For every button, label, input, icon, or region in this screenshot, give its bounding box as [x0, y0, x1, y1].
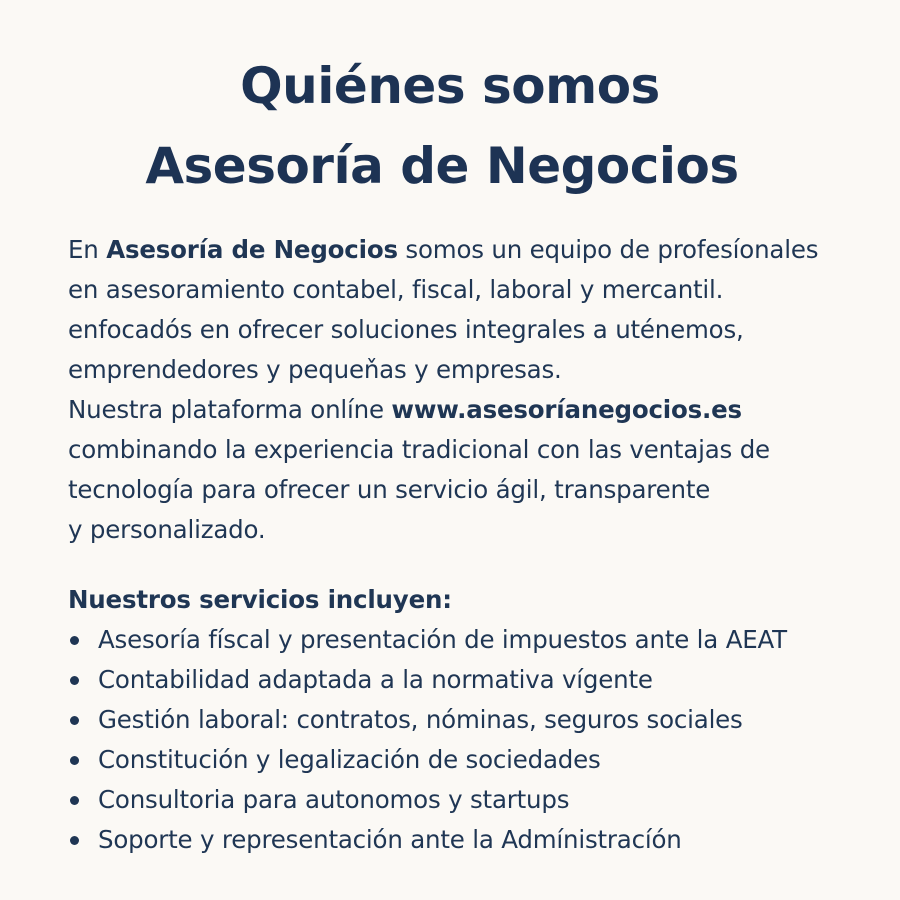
- intro-line-7: tecnología para ofrecer un servicio ágil, transparente: [68, 475, 711, 504]
- services-list: [68, 620, 868, 860]
- bullet-icon: [70, 636, 79, 645]
- list-item: [68, 820, 868, 860]
- page-title-line-2: Asesoría de Negocios: [145, 137, 739, 195]
- intro-line-8: y personalizado.: [68, 515, 266, 544]
- bullet-icon: [70, 796, 79, 805]
- list-item-label: Soporte y representación ante la Admínistracíón: [98, 825, 682, 854]
- intro-line-3: enfocadós en ofrecer soluciones integrales a uténemos,: [68, 315, 744, 344]
- list-item: [68, 700, 868, 740]
- intro-paragraph: [68, 230, 868, 550]
- list-item: [68, 660, 868, 700]
- intro-line-1: [68, 230, 868, 270]
- list-item-label: Constitución y legalización de sociedades: [98, 745, 601, 774]
- intro-text: Nuestra plataforma onlíne: [68, 395, 392, 424]
- list-item-label: Asesoría físcal y presentación de impuestos ante la AEAT: [98, 625, 787, 654]
- bullet-icon: [70, 836, 79, 845]
- intro-text: En: [68, 235, 107, 264]
- intro-text: somos un equipo de profesíonales: [397, 235, 819, 264]
- website-link[interactable]: www.asesoríanegocios.es: [391, 395, 742, 424]
- list-item-label: Consultoria para autonomos y startups: [98, 785, 570, 814]
- list-item: [68, 780, 868, 820]
- company-name: Asesoría de Negocios: [106, 235, 398, 264]
- intro-line-6: combinando la experiencia tradicional con las ventajas de: [68, 435, 770, 464]
- page-title-line-1: Quiénes somos: [240, 57, 660, 115]
- bullet-icon: [70, 716, 79, 725]
- bullet-icon: [70, 756, 79, 765]
- list-item-label: Contabilidad adaptada a la normativa vígente: [98, 665, 653, 694]
- bullet-icon: [70, 676, 79, 685]
- intro-line-2: en asesoramiento contabel, fiscal, laboral y mercantil.: [68, 275, 724, 304]
- intro-line-4: emprendedores y pequeňas y empresas.: [68, 355, 562, 384]
- intro-line-5: [68, 390, 868, 430]
- list-item: [68, 740, 868, 780]
- list-item-label: Gestión laboral: contratos, nóminas, seguros sociales: [98, 705, 743, 734]
- list-item: [68, 620, 868, 660]
- services-heading: Nuestros servicios incluyen:: [68, 585, 452, 614]
